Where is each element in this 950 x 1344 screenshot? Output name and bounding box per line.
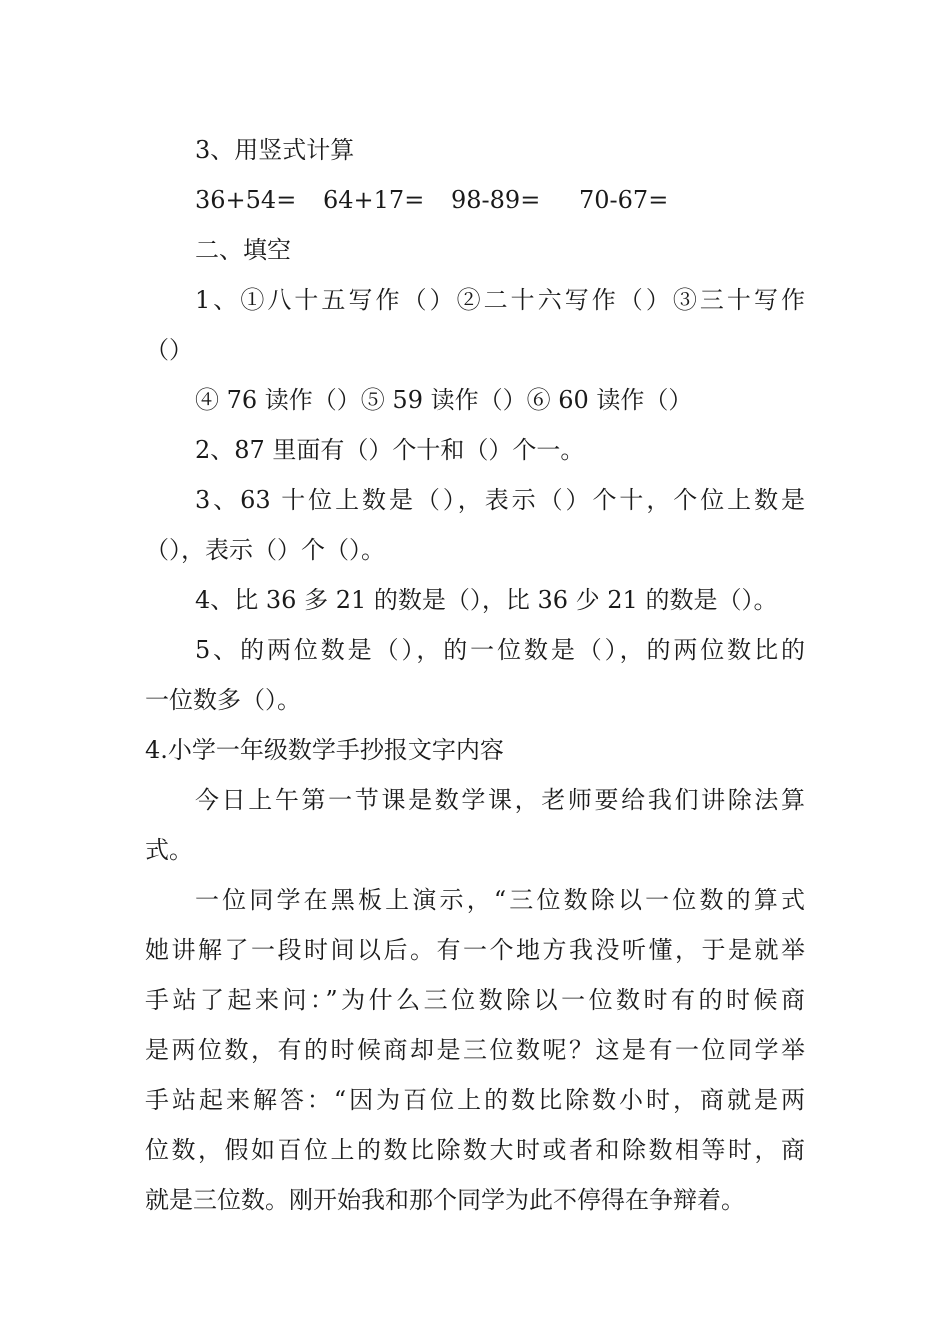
calc-item: 64+17= [323, 186, 425, 214]
calc-item: 98-89= [451, 186, 541, 214]
section-heading-vertical-calc: 3、用竖式计算 [195, 136, 355, 164]
question-3-line-1: 3、63 十位上数是（），表示（）个十，个位上数是 [195, 486, 805, 514]
question-5-line-1: 5、的两位数是（），的一位数是（），的两位数比的 [195, 636, 805, 664]
paragraph-2-line: 就是三位数。刚开始我和那个同学为此不停得在争辩着。 [145, 1186, 745, 1214]
paragraph-1-line-1: 今日上午第一节课是数学课，老师要给我们讲除法算 [195, 786, 805, 814]
question-1-line-3: ④ 76 读作（）⑤ 59 读作（）⑥ 60 读作（） [195, 386, 693, 414]
question-3-line-2: （），表示（）个（）。 [145, 536, 385, 564]
question-1-line-2: （） [145, 336, 193, 364]
question-1-line-1: 1、①八十五写作（）②二十六写作（）③三十写作 [195, 286, 805, 314]
question-5-line-2: 一位数多（）。 [145, 686, 301, 714]
paragraph-2-line: 手站了起来问：”为什么三位数除以一位数时有的时候商 [145, 986, 805, 1014]
paragraph-2-line: 手站起来解答：“因为百位上的数比除数小时，商就是两 [145, 1086, 805, 1114]
paragraph-2-line: 位数，假如百位上的数比除数大时或者和除数相等时，商 [145, 1136, 805, 1164]
paragraph-2-line: 是两位数，有的时候商却是三位数呢？这是有一位同学举 [145, 1036, 805, 1064]
paragraph-1-line-2: 式。 [145, 836, 193, 864]
paragraph-2-line: 一位同学在黑板上演示，“三位数除以一位数的算式 [195, 886, 805, 914]
article-heading: 4.小学一年级数学手抄报文字内容 [145, 736, 504, 764]
calc-item: 36+54= [195, 186, 297, 214]
question-4: 4、比 36 多 21 的数是（），比 36 少 21 的数是（）。 [195, 586, 778, 614]
calc-item: 70-67= [579, 186, 669, 214]
question-2: 2、87 里面有（）个十和（）个一。 [195, 436, 585, 464]
paragraph-2-line: 她讲解了一段时间以后。有一个地方我没听懂，于是就举 [145, 936, 805, 964]
section-heading-fill-blank: 二、填空 [195, 236, 291, 264]
